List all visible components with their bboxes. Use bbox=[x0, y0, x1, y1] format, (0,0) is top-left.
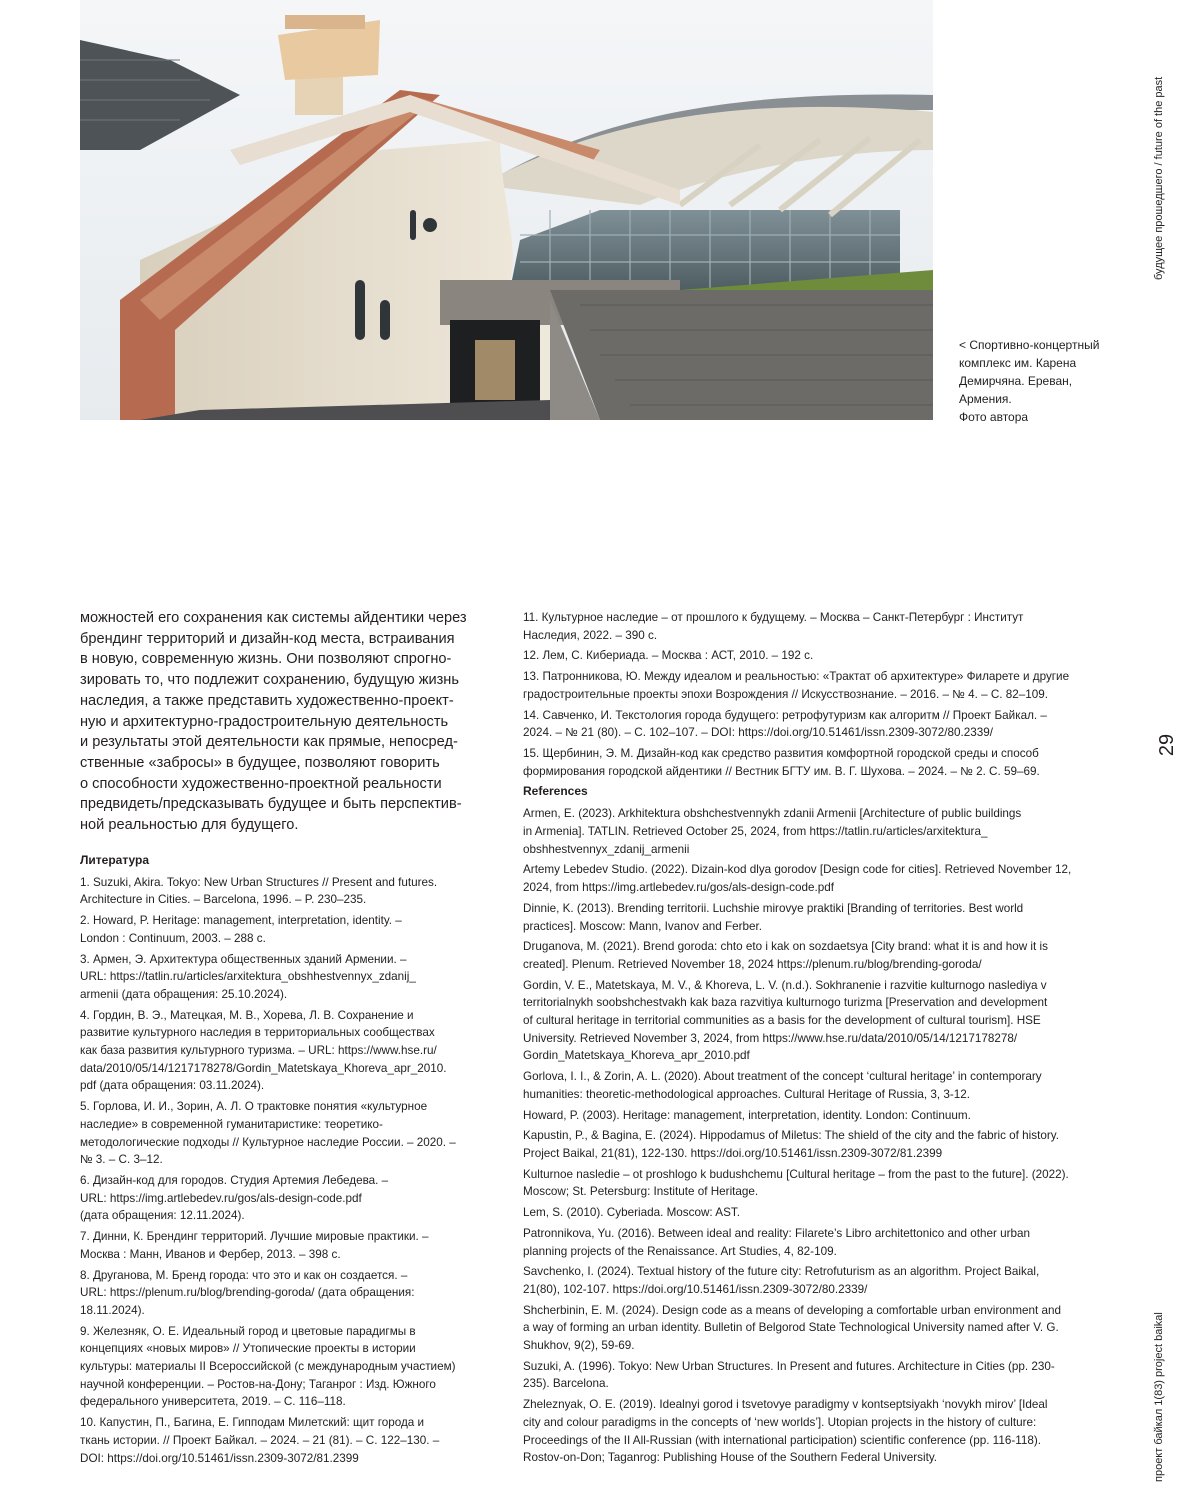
reference-line: 2. Howard, P. Heritage: management, interpretation, identity. – bbox=[80, 914, 402, 928]
reference-line: of cultural heritage in territorial communities as a basis for the development of cultural tourism]. HSE bbox=[523, 1014, 1041, 1028]
literature-list bbox=[80, 874, 500, 1468]
caption-line: < Спортивно-концертный bbox=[959, 338, 1100, 352]
left-column bbox=[80, 608, 500, 1470]
reference-line: 2024, from https://img.artlebedev.ru/gos/als-design-code.pdf bbox=[523, 881, 834, 895]
reference-line: Наследия, 2022. – 390 с. bbox=[523, 628, 658, 642]
reference-item bbox=[80, 912, 500, 947]
reference-item bbox=[523, 668, 1123, 703]
reference-line: Project Baikal, 21(81), 122-130. https://doi.org/10.51461/issn.2309-3072/81.2399 bbox=[523, 1146, 943, 1160]
reference-line: London : Continuum, 2003. – 288 с. bbox=[80, 931, 266, 945]
reference-line: created]. Plenum. Retrieved November 18, 2024 https://plenum.ru/blog/brending-goroda/ bbox=[523, 957, 982, 971]
reference-line: 235). Barcelona. bbox=[523, 1377, 609, 1391]
reference-line: 12. Лем, С. Кибериада. – Москва : АСТ, 2010. – 192 с. bbox=[523, 649, 814, 663]
reference-item bbox=[523, 1107, 1123, 1125]
reference-line: URL: https://tatlin.ru/articles/arxitektura_obshhestvennyx_zdanij_ bbox=[80, 970, 416, 984]
reference-line: Kapustin, P., & Bagina, E. (2024). Hippodamus of Miletus: The shield of the city and the fabric of history. bbox=[523, 1129, 1059, 1143]
reference-line: armenii (дата обращения: 25.10.2024). bbox=[80, 987, 288, 1001]
reference-line: URL: https://img.artlebedev.ru/gos/als-design-code.pdf bbox=[80, 1191, 362, 1205]
reference-line: Patronnikova, Yu. (2016). Between ideal and reality: Filarete’s Libro architettonico and other urban bbox=[523, 1226, 1030, 1240]
reference-item bbox=[523, 1263, 1123, 1298]
literature-list-continued bbox=[523, 609, 1123, 780]
reference-line: 2024. – № 21 (80). – С. 102–107. – DOI: https://doi.org/10.51461/issn.2309-3072/80.2339/ bbox=[523, 726, 993, 740]
reference-item bbox=[80, 874, 500, 909]
body-line: о способности художественно-проектной реальности bbox=[80, 775, 442, 792]
reference-item bbox=[80, 1414, 500, 1467]
reference-item bbox=[80, 1323, 500, 1412]
reference-line: развитие культурного наследия в территориальных сообществах bbox=[80, 1026, 435, 1040]
body-line: наследия, а также представить художественно-проект- bbox=[80, 692, 454, 709]
reference-line: Gordin_Matetskaya_Khoreva_apr_2010.pdf bbox=[523, 1049, 750, 1063]
references-heading: References bbox=[523, 784, 588, 799]
reference-line: Shcherbinin, E. M. (2024). Design code as a means of developing a comfortable urban environment and bbox=[523, 1303, 1061, 1317]
reference-item bbox=[523, 647, 1123, 665]
reference-line: 8. Друганова, М. Бренд города: что это и как он создается. – bbox=[80, 1268, 408, 1282]
reference-item bbox=[523, 609, 1123, 644]
reference-line: 10. Капустин, П., Багина, Е. Гипподам Милетский: щит города и bbox=[80, 1416, 425, 1430]
reference-line: научной конференции. – Ростов-на-Дону; Таганрог : Изд. Южного bbox=[80, 1377, 436, 1391]
references-list bbox=[523, 805, 1123, 1467]
body-line: брендинг территорий и дизайн-код места, встраивания bbox=[80, 630, 455, 647]
reference-item bbox=[523, 1204, 1123, 1222]
reference-line: practices]. Moscow: Mann, Ivanov and Ferber. bbox=[523, 919, 763, 933]
reference-item bbox=[523, 1358, 1123, 1393]
reference-line: федерального университета, 2019. – С. 116–118. bbox=[80, 1395, 346, 1409]
caption-line: Армения. bbox=[959, 392, 1012, 406]
reference-item bbox=[523, 1225, 1123, 1260]
photo-caption bbox=[959, 336, 1124, 426]
photo-sports-concert-complex bbox=[80, 0, 933, 420]
reference-item bbox=[523, 977, 1123, 1066]
reference-line: (дата обращения: 12.11.2024). bbox=[80, 1209, 245, 1223]
reference-line: URL: https://plenum.ru/blog/brending-goroda/ (дата обращения: bbox=[80, 1286, 415, 1300]
reference-line: формирования городской айдентики // Вестник БГТУ им. В. Г. Шухова. – 2024. – № 2. С. 59–69. bbox=[523, 764, 1040, 778]
reference-line: Armen, E. (2023). Arkhitektura obshchestvennykh zdanii Armenii [Architecture of public buildings bbox=[523, 807, 1022, 821]
reference-line: DOI: https://doi.org/10.51461/issn.2309-3072/81.2399 bbox=[80, 1451, 359, 1465]
reference-item bbox=[523, 1068, 1123, 1103]
reference-line: 4. Гордин, В. Э., Матецкая, М. В., Хорева, Л. В. Сохранение и bbox=[80, 1008, 414, 1022]
reference-item bbox=[80, 1172, 500, 1225]
reference-line: Shukhov, 9(2), 59-69. bbox=[523, 1339, 635, 1353]
reference-line: Howard, P. (2003). Heritage: management, interpretation, identity. London: Continuum. bbox=[523, 1108, 971, 1122]
reference-item bbox=[523, 861, 1123, 896]
reference-line: концепциях «новых миров» // Утопические проекты в истории bbox=[80, 1342, 416, 1356]
reference-item bbox=[80, 951, 500, 1004]
reference-line: градостроительные проекты эпохи Возрождения // Искусствознание. – 2016. – № 4. – С. 82–109. bbox=[523, 687, 1049, 701]
literature-heading: Литература bbox=[80, 852, 150, 867]
reference-line: как база развития культурного туризма. – URL: https://www.hse.ru/ bbox=[80, 1044, 437, 1058]
reference-line: humanities: theoretic-methodological approaches. Cultural Heritage of Russia, 3, 3-12. bbox=[523, 1087, 970, 1101]
reference-item bbox=[80, 1267, 500, 1320]
page-number: 29 bbox=[1155, 733, 1178, 757]
reference-line: a way of forming an urban identity. Bulletin of Belgorod State Technological University named after V. G. bbox=[523, 1321, 1059, 1335]
reference-line: ткань истории. // Проект Байкал. – 2024. – 21 (81). – С. 122–130. – bbox=[80, 1433, 440, 1447]
reference-line: методологические подходы // Культурное наследие России. – 2020. – bbox=[80, 1135, 456, 1149]
reference-line: № 3. – С. 3–12. bbox=[80, 1153, 163, 1167]
reference-line: 13. Патронникова, Ю. Между идеалом и реальностью: «Трактат об архитектуре» Филарете и другие bbox=[523, 670, 1070, 684]
reference-item bbox=[523, 1302, 1123, 1355]
reference-line: Kulturnoe nasledie – ot proshlogo k budushchemu [Cultural heritage – from the past to the future]. (2022). bbox=[523, 1167, 1069, 1181]
reference-line: Artemy Lebedev Studio. (2022). Dizain-kod dlya gorodov [Design code for cities]. Retrieved November 12, bbox=[523, 863, 1072, 877]
body-line: ную и архитектурно-градостроительную деятельность bbox=[80, 713, 449, 730]
reference-item bbox=[80, 1228, 500, 1263]
reference-line: city and colour paradigms in the concepts of ‘new worlds’]. Utopian projects in the history of culture: bbox=[523, 1415, 1037, 1429]
reference-line: 7. Динни, К. Брендинг территорий. Лучшие мировые практики. – bbox=[80, 1230, 429, 1244]
right-column bbox=[523, 609, 1123, 1470]
reference-line: Moscow; St. Petersburg: Institute of Heritage. bbox=[523, 1185, 759, 1199]
body-line: ной реальностью для будущего. bbox=[80, 817, 299, 834]
reference-line: Proceedings of the II All-Russian (with international participation) scientific conference (pp. 116-118). bbox=[523, 1433, 1041, 1447]
reference-line: Dinnie, K. (2013). Brending territorii. Luchshie mirovye praktiki [Branding of territories. Best world bbox=[523, 901, 1024, 915]
body-line: ственные «забросы» в будущее, позволяют говорить bbox=[80, 754, 440, 771]
reference-line: territorialnykh soobshchestvakh kak baza razvitiya kulturnogo turizma [Preservation and development bbox=[523, 996, 1048, 1010]
running-header-section: будущее прошедшего / future of the past bbox=[1153, 76, 1165, 280]
reference-line: Savchenko, I. (2024). Textual history of the future city: Retrofuturism as an algorithm. Project Baikal, bbox=[523, 1265, 1040, 1279]
reference-line: 18.11.2024). bbox=[80, 1303, 145, 1317]
body-line: и результаты этой деятельности как прямые, непосред- bbox=[80, 734, 458, 751]
reference-line: Zheleznyak, O. E. (2019). Idealnyi gorod i tsvetovye paradigmy v kontseptsiyakh ‘novykh mirov’ [Ideal bbox=[523, 1398, 1048, 1412]
reference-line: in Armenia]. TATLIN. Retrieved October 25, 2024, from https://tatlin.ru/articles/arxitektura_ bbox=[523, 825, 988, 839]
reference-line: planning projects of the Renaissance. Art Studies, 4, 82-109. bbox=[523, 1244, 837, 1258]
reference-item bbox=[523, 745, 1123, 780]
reference-item bbox=[523, 805, 1123, 858]
reference-line: Suzuki, A. (1996). Tokyo: New Urban Structures. In Present and futures. Architecture in Cities (pp. 230- bbox=[523, 1359, 1055, 1373]
reference-line: Gorlova, I. I., & Zorin, A. L. (2020). About treatment of the concept ‘cultural heritage’ in contemporary bbox=[523, 1070, 1042, 1084]
reference-line: Lem, S. (2010). Cyberiada. Moscow: AST. bbox=[523, 1206, 740, 1220]
reference-line: 9. Железняк, О. Е. Идеальный город и цветовые парадигмы в bbox=[80, 1324, 416, 1338]
caption-line: Демирчяна. Ереван, bbox=[959, 374, 1073, 388]
reference-line: Druganova, M. (2021). Brend goroda: chto eto i kak on sozdaetsya [City brand: what it is and how it is bbox=[523, 940, 1048, 954]
reference-line: Rostov-on-Don; Taganrog: Publishing House of the Southern Federal University. bbox=[523, 1451, 938, 1465]
reference-line: культуры: материалы II Всероссийской (с международным участием) bbox=[80, 1360, 456, 1374]
reference-item bbox=[80, 1098, 500, 1169]
caption-line: Фото автора bbox=[959, 410, 1029, 424]
reference-line: Gordin, V. E., Matetskaya, M. V., & Khoreva, L. V. (n.d.). Sokhranenie i razvitie kulturnogo naslediya v bbox=[523, 978, 1047, 992]
reference-line: Москва : Манн, Иванов и Фербер, 2013. – 398 с. bbox=[80, 1247, 341, 1261]
body-line: в новую, современную жизнь. Они позволяют спрогно- bbox=[80, 651, 452, 668]
running-footer-journal: проект байкал 1(83) project baikal bbox=[1153, 1312, 1165, 1482]
reference-line: 14. Савченко, И. Текстология города будущего: ретрофутуризм как алгоритм // Проект Байкал. – bbox=[523, 708, 1047, 722]
body-line: можностей его сохранения как системы айдентики через bbox=[80, 610, 467, 626]
reference-line: 21(80), 102-107. https://doi.org/10.51461/issn.2309-3072/80.2339/ bbox=[523, 1282, 868, 1296]
reference-item bbox=[523, 1166, 1123, 1201]
reference-line: 11. Культурное наследие – от прошлого к будущему. – Москва – Санкт-Петербург : Институт bbox=[523, 611, 1024, 624]
reference-line: 1. Suzuki, Akira. Tokyo: New Urban Structures // Present and futures. bbox=[80, 875, 438, 889]
reference-line: data/2010/05/14/1217178278/Gordin_Matetskaya_Khoreva_apr_2010. bbox=[80, 1061, 447, 1075]
reference-item bbox=[523, 1396, 1123, 1467]
reference-line: 15. Щербинин, Э. М. Дизайн-код как средство развития комфортной городской среды и способ bbox=[523, 746, 1039, 760]
reference-line: 5. Горлова, И. И., Зорин, А. Л. О трактовке понятия «культурное bbox=[80, 1100, 428, 1114]
reference-line: obshhestvennyx_zdanij_armenii bbox=[523, 842, 690, 856]
reference-item bbox=[523, 900, 1123, 935]
reference-line: University. Retrieved November 3, 2024, from https://www.hse.ru/data/2010/05/14/1217178278/ bbox=[523, 1031, 1018, 1045]
reference-item bbox=[523, 938, 1123, 973]
reference-line: 6. Дизайн-код для городов. Студия Артемия Лебедева. – bbox=[80, 1173, 389, 1187]
reference-item bbox=[523, 1127, 1123, 1162]
reference-item bbox=[523, 707, 1123, 742]
reference-line: наследие» в современной гуманитаристике: теоретико- bbox=[80, 1117, 383, 1131]
body-line: зировать то, что подлежит сохранению, будущую жизнь bbox=[80, 672, 459, 689]
body-line: предвидеть/предсказывать будущее и быть перспектив- bbox=[80, 796, 462, 813]
body-paragraph bbox=[80, 608, 500, 836]
reference-item bbox=[80, 1007, 500, 1096]
reference-line: 3. Армен, Э. Архитектура общественных зданий Армении. – bbox=[80, 952, 407, 966]
reference-line: pdf (дата обращения: 03.11.2024). bbox=[80, 1079, 265, 1093]
caption-line: комплекс им. Карена bbox=[959, 356, 1077, 370]
reference-line: Architecture in Cities. – Barcelona, 1996. – P. 230–235. bbox=[80, 893, 367, 907]
